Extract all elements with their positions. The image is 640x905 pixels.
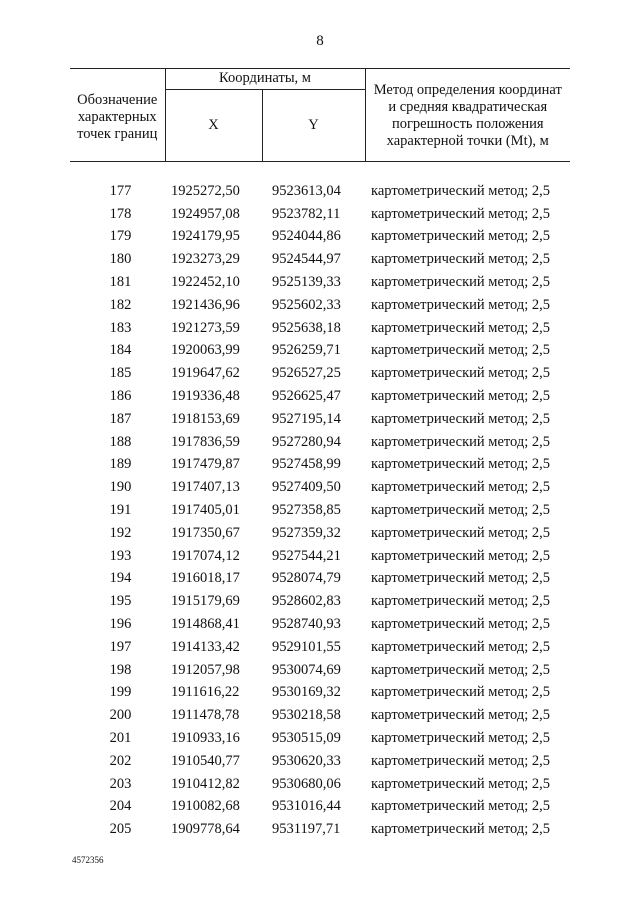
table-row [70,408,570,431]
method-cell: картометрический метод; 2,5 [371,182,551,199]
method-cell: картометрический метод; 2,5 [371,274,551,291]
point-id-cell: 201 [109,730,132,747]
method-cell: картометрический метод; 2,5 [371,228,551,245]
method-cell: картометрический метод; 2,5 [371,684,551,701]
page-number: 8 [316,33,324,49]
x-coordinate-cell: 1922452,10 [171,274,240,291]
y-coordinate-cell: 9530515,09 [272,730,341,747]
point-id-cell: 181 [109,274,132,291]
method-cell: картометрический метод; 2,5 [371,547,551,564]
method-cell: картометрический метод; 2,5 [371,365,551,382]
table-row [70,317,570,340]
table-row [70,682,570,705]
y-coordinate-cell: 9525602,33 [272,296,341,313]
y-coordinate-cell: 9527458,99 [272,456,341,473]
method-cell: картометрический метод; 2,5 [371,821,551,838]
y-coordinate-cell: 9527409,50 [272,479,341,496]
y-coordinate-cell: 9524544,97 [272,251,341,268]
table-row [70,568,570,591]
y-coordinate-cell: 9527358,85 [272,502,341,519]
point-id-cell: 189 [109,456,132,473]
x-coordinate-cell: 1925272,50 [171,182,240,199]
header-point-id: Обозначение характерных точек границ [70,69,165,162]
x-coordinate-cell: 1912057,98 [171,661,240,678]
method-cell: картометрический метод; 2,5 [371,388,551,405]
table-row [70,773,570,796]
method-cell: картометрический метод; 2,5 [371,570,551,587]
method-cell: картометрический метод; 2,5 [371,752,551,769]
method-cell: картометрический метод; 2,5 [371,502,551,519]
x-coordinate-cell: 1919336,48 [171,388,240,405]
point-id-cell: 192 [109,524,132,541]
coordinates-table [70,68,570,841]
method-cell: картометрический метод; 2,5 [371,661,551,678]
x-coordinate-cell: 1911478,78 [171,707,240,724]
x-coordinate-cell: 1924957,08 [171,205,240,222]
header-coordinates: Координаты, м [165,69,365,90]
method-cell: картометрический метод; 2,5 [371,616,551,633]
table-row [70,818,570,841]
point-id-cell: 185 [109,365,132,382]
point-id-cell: 183 [109,319,132,336]
table-row [70,613,570,636]
y-coordinate-cell: 9526527,25 [272,365,341,382]
table-row [70,203,570,226]
point-id-cell: 191 [109,502,132,519]
point-id-cell: 186 [109,388,132,405]
point-id-cell: 190 [109,479,132,496]
y-coordinate-cell: 9530680,06 [272,775,341,792]
table-row [70,385,570,408]
y-coordinate-cell: 9530074,69 [272,661,341,678]
point-id-cell: 184 [109,342,132,359]
x-coordinate-cell: 1917836,59 [171,433,240,450]
point-id-cell: 179 [109,228,132,245]
point-id-cell: 188 [109,433,132,450]
y-coordinate-cell: 9529101,55 [272,638,341,655]
x-coordinate-cell: 1914133,42 [171,638,240,655]
y-coordinate-cell: 9525638,18 [272,319,341,336]
footer-document-code: 4572356 [72,855,104,865]
method-cell: картометрический метод; 2,5 [371,593,551,610]
method-cell: картометрический метод; 2,5 [371,479,551,496]
method-cell: картометрический метод; 2,5 [371,433,551,450]
y-coordinate-cell: 9528074,79 [272,570,341,587]
y-coordinate-cell: 9524044,86 [272,228,341,245]
table-row [70,796,570,819]
y-coordinate-cell: 9527544,21 [272,547,341,564]
y-coordinate-cell: 9527195,14 [272,410,341,427]
x-coordinate-cell: 1915179,69 [171,593,240,610]
point-id-cell: 200 [109,707,132,724]
y-coordinate-cell: 9525139,33 [272,274,341,291]
table-row [70,362,570,385]
table-row [70,590,570,613]
point-id-cell: 178 [109,205,132,222]
table-row [70,545,570,568]
x-coordinate-cell: 1910412,82 [171,775,240,792]
method-cell: картометрический метод; 2,5 [371,410,551,427]
y-coordinate-cell: 9527359,32 [272,524,341,541]
y-coordinate-cell: 9527280,94 [272,433,341,450]
x-coordinate-cell: 1920063,99 [171,342,240,359]
header-x: X [165,89,262,161]
x-coordinate-cell: 1914868,41 [171,616,240,633]
point-id-cell: 202 [109,752,132,769]
x-coordinate-cell: 1918153,69 [171,410,240,427]
y-coordinate-cell: 9523613,04 [272,182,341,199]
y-coordinate-cell: 9523782,11 [272,205,341,222]
table-row [70,704,570,727]
point-id-cell: 196 [109,616,132,633]
point-id-cell: 187 [109,410,132,427]
table-row [70,727,570,750]
table-row [70,522,570,545]
point-id-cell: 194 [109,570,132,587]
y-coordinate-cell: 9528602,83 [272,593,341,610]
x-coordinate-cell: 1919647,62 [171,365,240,382]
header-method: Метод определения координат и средняя квадратическая погрешность положения характерной точки (Mt), м [365,69,570,162]
point-id-cell: 193 [109,547,132,564]
method-cell: картометрический метод; 2,5 [371,638,551,655]
method-cell: картометрический метод; 2,5 [371,730,551,747]
method-cell: картометрический метод; 2,5 [371,707,551,724]
y-coordinate-cell: 9530620,33 [272,752,341,769]
point-id-cell: 198 [109,661,132,678]
y-coordinate-cell: 9526259,71 [272,342,341,359]
point-id-cell: 199 [109,684,132,701]
method-cell: картометрический метод; 2,5 [371,798,551,815]
point-id-cell: 177 [109,182,132,199]
x-coordinate-cell: 1916018,17 [171,570,240,587]
x-coordinate-cell: 1917479,87 [171,456,240,473]
y-coordinate-cell: 9526625,47 [272,388,341,405]
x-coordinate-cell: 1924179,95 [171,228,240,245]
method-cell: картометрический метод; 2,5 [371,251,551,268]
table-row [70,431,570,454]
table-row [70,248,570,271]
table-row [70,226,570,249]
x-coordinate-cell: 1917350,67 [171,524,240,541]
table-row [70,476,570,499]
method-cell: картометрический метод; 2,5 [371,456,551,473]
x-coordinate-cell: 1917074,12 [171,547,240,564]
y-coordinate-cell: 9530218,58 [272,707,341,724]
y-coordinate-cell: 9528740,93 [272,616,341,633]
x-coordinate-cell: 1921273,59 [171,319,240,336]
table-row [70,340,570,363]
point-id-cell: 203 [109,775,132,792]
x-coordinate-cell: 1910082,68 [171,798,240,815]
table-row [70,636,570,659]
x-coordinate-cell: 1911616,22 [171,684,240,701]
x-coordinate-cell: 1910540,77 [171,752,240,769]
y-coordinate-cell: 9530169,32 [272,684,341,701]
table-row [70,454,570,477]
x-coordinate-cell: 1923273,29 [171,251,240,268]
table-row [70,271,570,294]
y-coordinate-cell: 9531197,71 [272,821,341,838]
x-coordinate-cell: 1917405,01 [171,502,240,519]
table-row [70,180,570,203]
method-cell: картометрический метод; 2,5 [371,319,551,336]
x-coordinate-cell: 1921436,96 [171,296,240,313]
x-coordinate-cell: 1909778,64 [171,821,240,838]
method-cell: картометрический метод; 2,5 [371,775,551,792]
table-row [70,659,570,682]
x-coordinate-cell: 1910933,16 [171,730,240,747]
y-coordinate-cell: 9531016,44 [272,798,341,815]
header-y: Y [262,89,365,161]
table-body [70,162,570,842]
table-header [70,69,570,162]
point-id-cell: 204 [109,798,132,815]
table-row [70,750,570,773]
method-cell: картометрический метод; 2,5 [371,205,551,222]
method-cell: картометрический метод; 2,5 [371,524,551,541]
point-id-cell: 180 [109,251,132,268]
point-id-cell: 205 [109,821,132,838]
table-row [70,294,570,317]
point-id-cell: 182 [109,296,132,313]
point-id-cell: 195 [109,593,132,610]
table-row [70,499,570,522]
method-cell: картометрический метод; 2,5 [371,296,551,313]
method-cell: картометрический метод; 2,5 [371,342,551,359]
point-id-cell: 197 [109,638,132,655]
x-coordinate-cell: 1917407,13 [171,479,240,496]
